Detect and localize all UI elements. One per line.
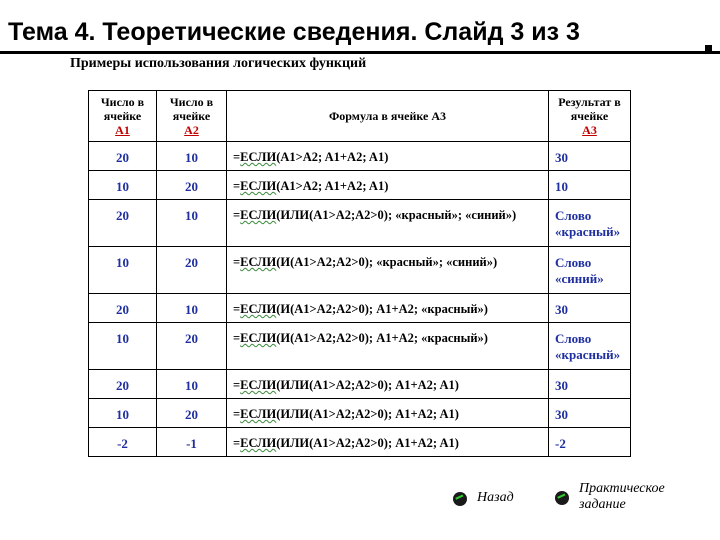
formula-equals: =: [233, 331, 241, 345]
header-a1-ref: А1: [115, 123, 130, 137]
cell-a2: -1: [157, 428, 227, 457]
practice-task-button[interactable]: [555, 481, 689, 513]
cell-result: -2: [549, 428, 631, 457]
back-label: Назад: [477, 490, 514, 505]
cell-result: 30: [549, 294, 631, 323]
formula-arguments: (И(A1>A2;A2>0); A1+A2; «красный»): [276, 302, 488, 316]
formula-arguments: (A1>A2; A1+A2; A1): [276, 179, 389, 193]
formula-equals: =: [233, 255, 241, 269]
slide-subtitle: Примеры использования логических функций: [70, 56, 367, 71]
cell-a1: 20: [89, 370, 157, 399]
cell-result: 30: [549, 142, 631, 171]
formula-equals: =: [233, 378, 241, 392]
logic-functions-table: [88, 90, 631, 457]
table-row: [89, 323, 631, 370]
back-button[interactable]: [453, 490, 514, 506]
formula-function-name: ЕСЛИ: [240, 331, 277, 345]
header-result-ref: А3: [582, 123, 597, 137]
formula-equals: =: [233, 302, 241, 316]
cell-a2: 20: [157, 247, 227, 294]
cell-a1: 20: [89, 200, 157, 247]
formula-equals: =: [233, 436, 241, 450]
formula-function-name: ЕСЛИ: [240, 436, 277, 450]
formula-arguments: (ИЛИ(A1>A2;A2>0); A1+A2; A1): [276, 378, 459, 392]
cell-formula: [227, 142, 549, 171]
cell-a1: -2: [89, 428, 157, 457]
table-row: [89, 247, 631, 294]
cell-formula: [227, 247, 549, 294]
table-row: [89, 142, 631, 171]
formula-equals: =: [233, 150, 241, 164]
header-a2-ref: А2: [184, 123, 199, 137]
table-body: [89, 142, 631, 457]
cell-a2: 20: [157, 323, 227, 370]
formula-function-name: ЕСЛИ: [240, 302, 277, 316]
cell-a1: 10: [89, 323, 157, 370]
cell-a1: 10: [89, 247, 157, 294]
title-divider: [0, 51, 720, 54]
formula-arguments: (ИЛИ(A1>A2;A2>0); «красный»; «синий»): [276, 208, 517, 222]
formula-arguments: (A1>A2; A1+A2; A1): [276, 150, 389, 164]
cell-a2: 10: [157, 142, 227, 171]
formula-equals: =: [233, 208, 241, 222]
formula-function-name: ЕСЛИ: [240, 150, 277, 164]
formula-function-name: ЕСЛИ: [240, 407, 277, 421]
circle-check-icon: [555, 491, 569, 505]
table-row: [89, 171, 631, 200]
cell-result: 30: [549, 399, 631, 428]
cell-a1: 20: [89, 294, 157, 323]
cell-a1: 20: [89, 142, 157, 171]
cell-a2: 10: [157, 294, 227, 323]
formula-equals: =: [233, 407, 241, 421]
header-a2-label: Число в ячейке: [169, 95, 214, 123]
header-result-label: Результат в ячейке: [558, 95, 621, 123]
header-a1-label: Число в ячейке: [100, 95, 145, 123]
table-row: [89, 428, 631, 457]
cell-formula: [227, 294, 549, 323]
formula-arguments: (И(A1>A2;A2>0); «красный»; «синий»): [276, 255, 498, 269]
table-row: [89, 370, 631, 399]
cell-result: Слово «синий»: [549, 247, 631, 294]
formula-function-name: ЕСЛИ: [240, 179, 277, 193]
cell-a2: 10: [157, 200, 227, 247]
slide-title: Тема 4. Теоретические сведения. Слайд 3 из 3: [8, 18, 580, 46]
table-row: [89, 399, 631, 428]
header-result: [549, 91, 631, 142]
cell-formula: [227, 171, 549, 200]
header-a2: [157, 91, 227, 142]
cell-a1: 10: [89, 171, 157, 200]
formula-function-name: ЕСЛИ: [240, 208, 277, 222]
cell-a1: 10: [89, 399, 157, 428]
formula-arguments: (И(A1>A2;A2>0); A1+A2; «красный»): [276, 331, 488, 345]
cell-a2: 20: [157, 399, 227, 428]
formula-function-name: ЕСЛИ: [240, 255, 277, 269]
cell-formula: [227, 399, 549, 428]
cell-formula: [227, 428, 549, 457]
cell-formula: [227, 323, 549, 370]
circle-check-icon: [453, 492, 467, 506]
cell-a2: 10: [157, 370, 227, 399]
table-row: [89, 294, 631, 323]
cell-result: Слово «красный»: [549, 200, 631, 247]
header-formula: Формула в ячейке А3: [227, 91, 549, 142]
cell-result: Слово «красный»: [549, 323, 631, 370]
formula-arguments: (ИЛИ(A1>A2;A2>0); A1+A2; A1): [276, 407, 459, 421]
cell-a2: 20: [157, 171, 227, 200]
table-row: [89, 200, 631, 247]
cell-result: 30: [549, 370, 631, 399]
formula-arguments: (ИЛИ(A1>A2;A2>0); A1+A2; A1): [276, 436, 459, 450]
practice-task-label: Практическое задание: [579, 481, 665, 512]
formula-equals: =: [233, 179, 241, 193]
table-header-row: [89, 91, 631, 142]
header-a1: [89, 91, 157, 142]
cell-formula: [227, 370, 549, 399]
cell-formula: [227, 200, 549, 247]
formula-function-name: ЕСЛИ: [240, 378, 277, 392]
title-divider-marker: [705, 45, 712, 52]
cell-result: 10: [549, 171, 631, 200]
